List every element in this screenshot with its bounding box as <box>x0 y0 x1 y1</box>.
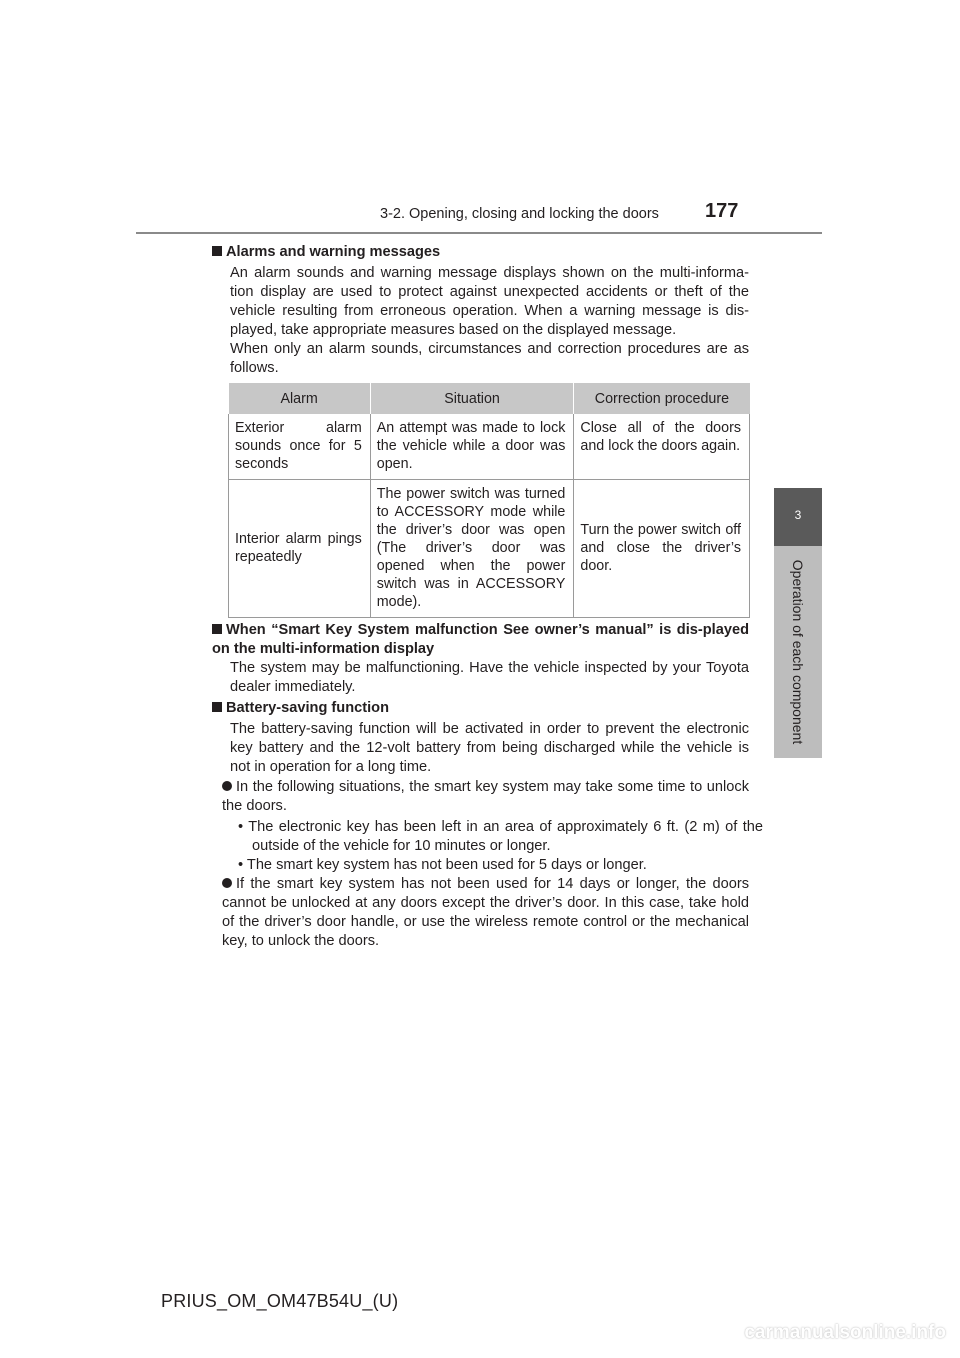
battery-heading: Battery-saving function <box>212 699 389 718</box>
table-cell: The power switch was turned to ACCESSORY mode while the driver’s door was open (The driver’s door was opened when the power switch was in ACCESSORY mode). <box>370 480 574 618</box>
chapter-number: 3 <box>794 508 802 522</box>
table-cell: Turn the power switch off and close the driver’s door. <box>574 480 750 618</box>
table-row <box>229 414 750 480</box>
square-bullet-icon <box>212 702 222 712</box>
table-cell: Interior alarm pings repeatedly <box>229 480 371 618</box>
table-cell: An attempt was made to lock the vehicle while a door was open. <box>370 414 574 480</box>
chapter-number-tab <box>774 488 822 546</box>
battery-paragraph: The battery-saving function will be activated in order to prevent the electronic key battery and the 12-volt battery from being discharged while the vehicle is not in operation for a long time. <box>230 721 749 775</box>
alarms-heading: Alarms and warning messages <box>212 243 440 262</box>
bullet-dot-icon <box>222 781 232 791</box>
alarm-table <box>228 383 750 618</box>
page-number: 177 <box>705 200 739 222</box>
bullet-dot-icon <box>222 878 232 888</box>
square-bullet-icon <box>212 624 222 634</box>
section-title: 3-2. Opening, closing and locking the doors <box>380 206 659 222</box>
square-bullet-icon <box>212 246 222 256</box>
document-code: PRIUS_OM_OM47B54U_(U) <box>161 1291 399 1311</box>
malfunction-paragraph: The system may be malfunctioning. Have the vehicle inspected by your Toyota dealer immediately. <box>230 660 749 695</box>
chapter-title: Operation of each component <box>790 559 806 745</box>
malfunction-heading: When “Smart Key System malfunction See owner’s manual” is dis-played on the multi-information display <box>212 622 749 657</box>
battery-bullet-1: In the following situations, the smart key system may take some time to unlock the doors. <box>222 779 749 814</box>
alarms-followup-paragraph: When only an alarm sounds, circumstances and correction procedures are as follows. <box>230 341 749 376</box>
battery-bullet-2: If the smart key system has not been used for 14 days or longer, the doors cannot be unlocked at any doors except the driver’s door. In this case, take hold of the driver’s door handle, or use the wireless remote control or the mechanical key, to unlock the doors. <box>222 876 749 949</box>
table-header-row <box>229 383 750 414</box>
table-cell: Exterior alarm sounds once for 5 seconds <box>229 414 371 480</box>
battery-subitem-2: • The smart key system has not been used for 5 days or longer. <box>238 857 647 873</box>
column-header-correction: Correction procedure <box>574 383 750 414</box>
table-row <box>229 480 750 618</box>
column-header-situation: Situation <box>370 383 574 414</box>
table-cell: Close all of the doors and lock the doors again. <box>574 414 750 480</box>
battery-subitem-1: • The electronic key has been left in an area of approximately 6 ft. (2 m) of the outside of the vehicle for 10 minutes or longer. <box>238 819 763 854</box>
column-header-alarm: Alarm <box>229 383 371 414</box>
watermark-text: carmanualsonline.info <box>744 1322 946 1343</box>
header-divider <box>136 232 822 234</box>
alarms-intro-paragraph: An alarm sounds and warning message displays shown on the multi-informa-tion display are used to protect against unexpected accidents or theft of the vehicle resulting from erroneous operation. When a warning message is dis-played, take appropriate measures based on the displayed message. <box>230 265 749 338</box>
